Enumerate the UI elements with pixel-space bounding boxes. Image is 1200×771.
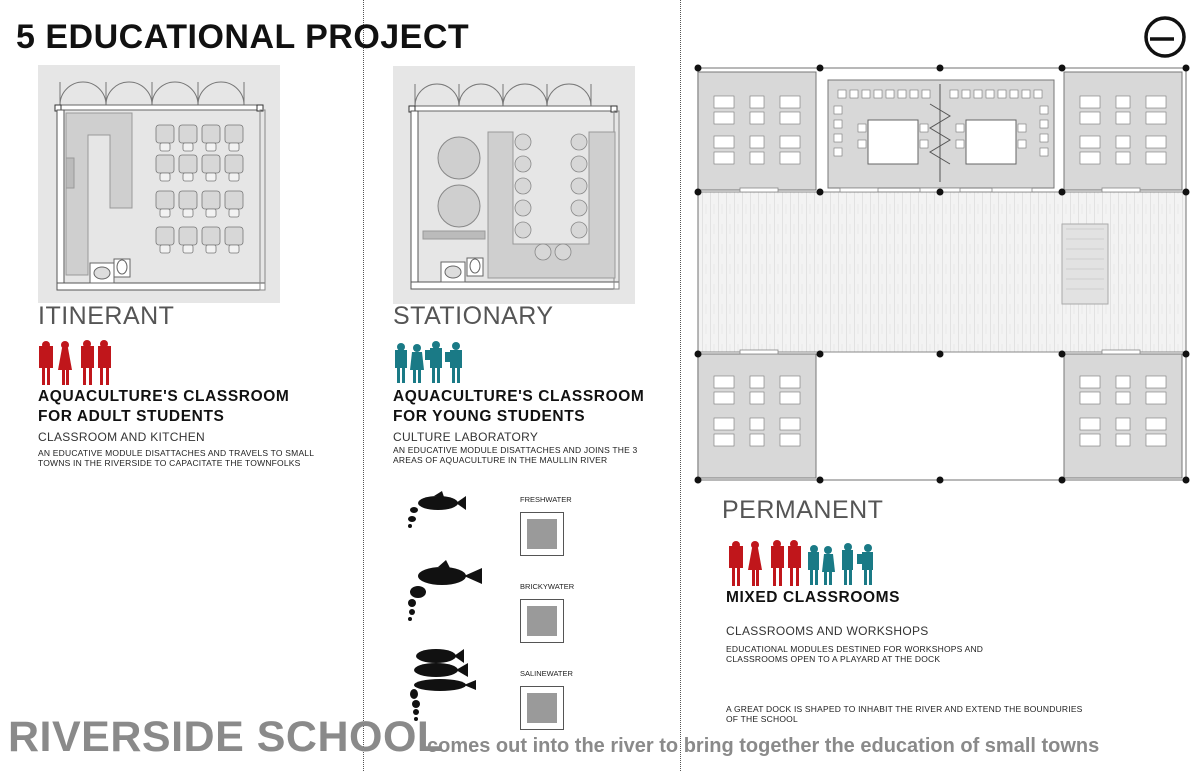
stationary-floor-plan	[393, 66, 635, 304]
column-separator	[363, 0, 364, 771]
itinerant-heading-line1: AQUACULTURE'S CLASSROOM	[38, 388, 290, 405]
itinerant-label: ITINERANT	[38, 302, 175, 330]
itinerant-description: AN EDUCATIVE MODULE DISATTACHES AND TRAVELS TO SMALL TOWNS IN THE RIVERSIDE TO CAPACITATE THE TOWNFOLKS	[38, 448, 314, 468]
stationary-description: AN EDUCATIVE MODULE DISATTACHES AND JOINS THE 3 AREAS OF AQUACULTURE IN THE MAULLIN RIVER	[393, 445, 638, 465]
stationary-subtitle: CULTURE LABORATORY	[393, 430, 539, 444]
stationary-heading-line2: FOR YOUNG STUDENTS	[393, 408, 586, 425]
brickywater-sample-box	[520, 599, 564, 643]
salinewater-label: SALINEWATER	[520, 669, 573, 678]
itinerant-heading-line2: FOR ADULT STUDENTS	[38, 408, 225, 425]
page-title: 5 EDUCATIONAL PROJECT	[16, 18, 470, 56]
salinewater-sample-box	[520, 686, 564, 730]
north-arrow-icon	[1144, 14, 1190, 60]
young-students-icon	[392, 340, 472, 386]
permanent-description-1: EDUCATIONAL MODULES DESTINED FOR WORKSHOPS AND CLASSROOMS OPEN TO A PLAYARD AT THE DOCK	[726, 644, 984, 664]
brickywater-label: BRICKYWATER	[520, 582, 575, 591]
fish-stages-illustration	[404, 488, 486, 724]
freshwater-sample-box	[520, 512, 564, 556]
itinerant-subtitle: CLASSROOM AND KITCHEN	[38, 430, 205, 444]
stationary-label: STATIONARY	[393, 302, 554, 330]
mixed-students-icon	[726, 540, 882, 588]
adult-students-icon	[36, 340, 116, 386]
freshwater-label: FRESHWATER	[520, 495, 572, 504]
permanent-heading: MIXED CLASSROOMS	[726, 589, 901, 606]
school-tagline: comes out into the river to bring together the education of small towns	[427, 735, 1100, 757]
school-name: RIVERSIDE SCHOOL	[8, 713, 444, 761]
stationary-heading-line1: AQUACULTURE'S CLASSROOM	[393, 388, 645, 405]
permanent-subtitle: CLASSROOMS AND WORKSHOPS	[726, 624, 929, 638]
permanent-label: PERMANENT	[722, 496, 884, 524]
permanent-site-plan	[694, 64, 1190, 484]
permanent-description-2: A GREAT DOCK IS SHAPED TO INHABIT THE RIVER AND EXTEND THE BOUNDURIES OF THE SCHOOL	[726, 704, 1083, 724]
itinerant-floor-plan	[38, 65, 280, 303]
column-separator	[680, 0, 681, 771]
